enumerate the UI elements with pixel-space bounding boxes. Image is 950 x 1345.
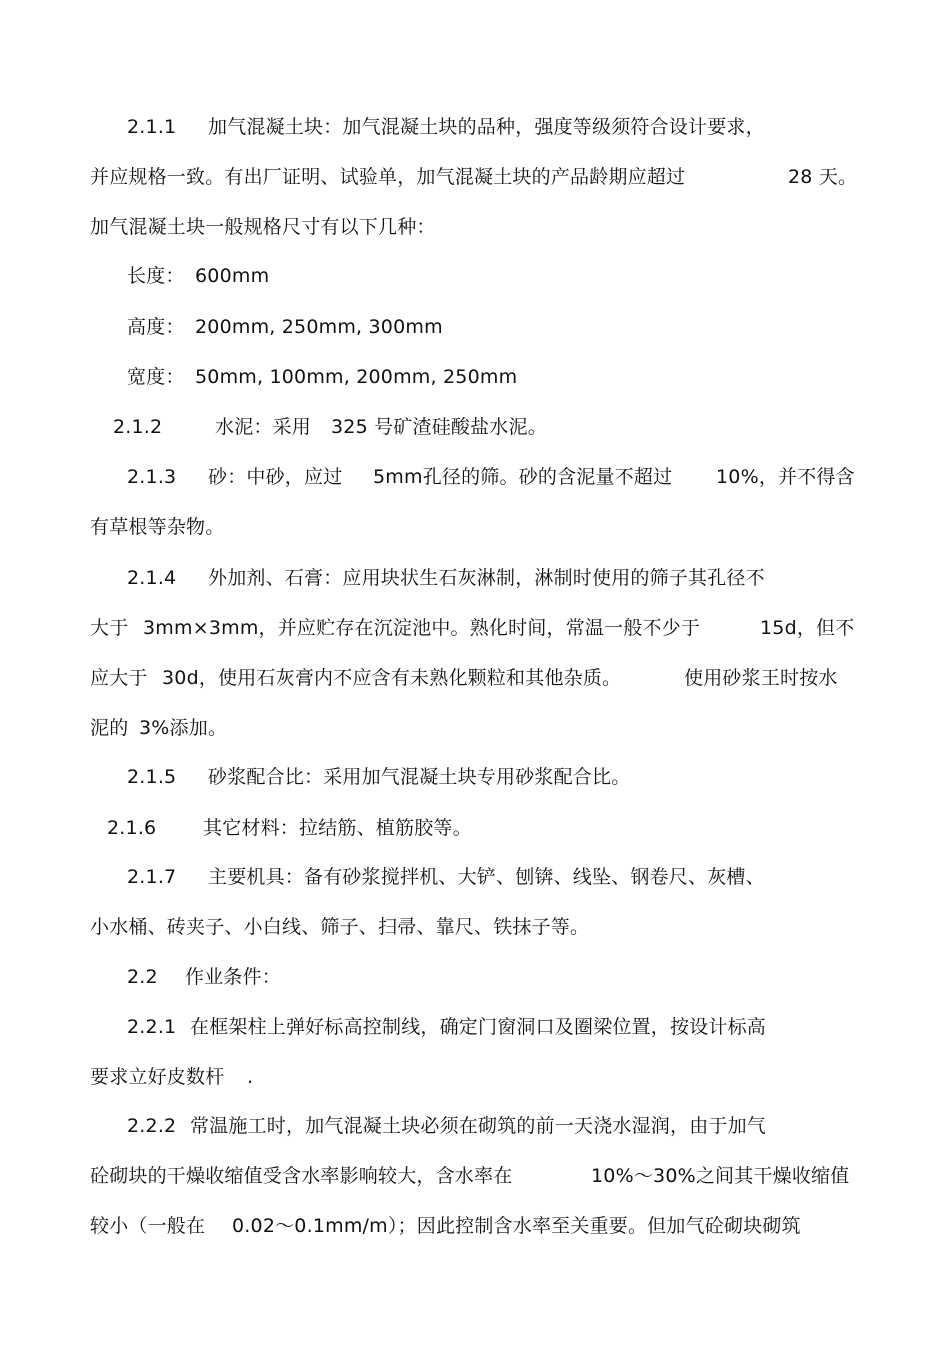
size-values: 50mm, 100mm, 200mm, 250mm [195,366,518,388]
section-number: 2.1.3 [127,466,177,488]
line-text: 主要机具：备有砂浆搅拌机、大铲、刨锛、线坠、钢卷尺、灰槽、 [208,866,765,888]
line-text: 较小（一般在 [90,1215,206,1237]
line-text: 加气混凝土块：加气混凝土块的品种，强度等级须符合设计要求， [208,116,765,138]
line-text: 要求立好皮数杆 [90,1066,225,1088]
line-text: 有草根等杂物。 [90,516,225,538]
size-label: 宽度： [127,366,185,388]
section-number: 2.2.2 [127,1115,177,1137]
line-text: 325 号矿渣硅酸盐水泥。 [331,416,547,438]
line-text: 常温施工时，加气混凝土块必须在砌筑的前一天浇水湿润，由于加气 [190,1115,767,1137]
line-text: 加气混凝土块一般规格尺寸有以下几种： [90,216,436,238]
line-text: 3mm×3mm，并应贮存在沉淀池中。熟化时间，常温一般不少于 [143,617,701,639]
line-text: 砂浆配合比：采用加气混凝土块专用砂浆配合比。 [208,766,631,788]
line-text: 外加剂、石膏：应用块状生石灰淋制，淋制时使用的筛子其孔径不 [208,567,765,589]
size-label: 高度： [127,316,185,338]
line-text: 水泥：采用 [215,416,312,438]
section-number: 2.1.7 [127,866,177,888]
line-text: 应大于 [90,667,148,689]
section-number: 2.1.6 [107,817,157,839]
line-text: . [247,1066,254,1088]
line-text: 砼砌块的干燥收缩值受含水率影响较大，含水率在 [90,1165,513,1187]
section-number: 2.1.5 [127,766,177,788]
line-text: 5mm孔径的筛。砂的含泥量不超过 [373,466,673,488]
line-text: 泥的 [90,717,129,739]
line-text: 并应规格一致。有出厂证明、试验单，加气混凝土块的产品龄期应超过 [90,166,686,188]
size-label: 长度： [127,265,185,287]
line-text: 10%，并不得含 [716,466,855,488]
section-number: 2.2.1 [127,1016,177,1038]
section-number: 2.1.2 [113,416,163,438]
section-number: 2.1.1 [127,116,177,138]
line-text: 其它材料：拉结筋、植筋胶等。 [203,817,472,839]
line-text: 大于 [90,617,129,639]
line-text: 作业条件： [185,966,282,988]
line-text: 15d，但不 [760,617,855,639]
size-values: 200mm, 250mm, 300mm [195,316,443,338]
line-text: 10%～30%之间其干燥收缩值 [591,1165,850,1187]
line-text: 0.02～0.1mm/m）；因此控制含水率至关重要。但加气砼砌块砌筑 [232,1215,801,1237]
line-text: 30d，使用石灰膏内不应含有未熟化颗粒和其他杂质。 [162,667,622,689]
size-values: 600mm [195,265,270,287]
line-text: 在框架柱上弹好标高控制线，确定门窗洞口及圈梁位置，按设计标高 [190,1016,767,1038]
section-number: 2.2 [127,966,158,988]
line-text: 28 天。 [788,166,858,188]
line-text: 使用砂浆王时按水 [684,667,838,689]
section-number: 2.1.4 [127,567,177,589]
line-text: 小水桶、砖夹子、小白线、筛子、扫帚、靠尺、铁抹子等。 [90,916,590,938]
line-text: 砂：中砂，应过 [208,466,343,488]
line-text: 3%添加。 [139,717,228,739]
